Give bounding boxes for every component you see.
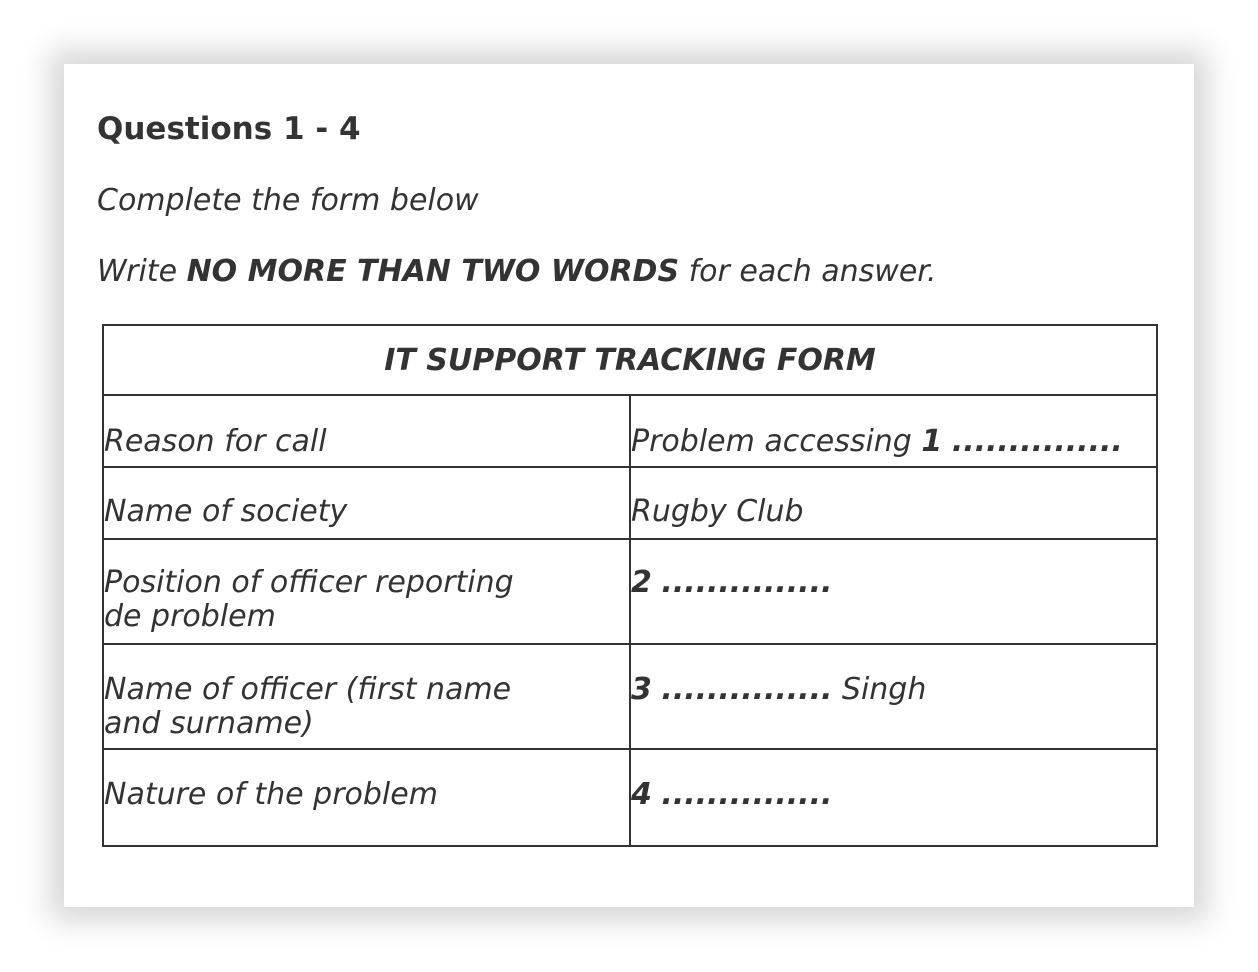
instruction-word-limit [97, 253, 936, 291]
answer-number: 3 [631, 672, 652, 707]
form-label [103, 395, 630, 467]
it-support-tracking-form [102, 324, 1158, 847]
form-label-line2: and surname) [104, 706, 314, 741]
form-title: IT SUPPORT TRACKING FORM [103, 325, 1157, 395]
answer-blank-2[interactable]: ............... [661, 565, 833, 600]
instruction-word-limit-emphasis: NO MORE THAN TWO WORDS [186, 254, 680, 289]
instruction-word-limit-before: Write [97, 254, 187, 289]
question-card [64, 64, 1194, 907]
questions-heading: Questions 1 - 4 [97, 111, 361, 147]
form-value [630, 395, 1157, 467]
form-row-position [103, 539, 1157, 644]
form-label-line1: Position of officer reporting [104, 565, 514, 600]
instruction-complete-form: Complete the form below [97, 183, 479, 218]
form-label [103, 467, 630, 539]
form-row-nature [103, 749, 1157, 846]
form-value [630, 749, 1157, 846]
answer-number: 1 [921, 424, 943, 459]
form-label-text: Nature of the problem [104, 777, 438, 812]
form-label [103, 749, 630, 846]
form-value [630, 644, 1157, 749]
form-label-text: Name of society [104, 494, 348, 529]
form-label [103, 539, 630, 644]
answer-number: 4 [631, 777, 652, 812]
instruction-word-limit-after: for each answer. [679, 254, 937, 289]
value-prefix: Rugby Club [631, 494, 804, 529]
form-label-line2: de problem [104, 599, 276, 634]
form-row-society [103, 467, 1157, 539]
answer-blank-3[interactable]: ............... [661, 672, 833, 707]
value-prefix: Problem accessing [631, 424, 922, 459]
form-label [103, 644, 630, 749]
form-value [630, 467, 1157, 539]
form-label-text: Reason for call [104, 424, 327, 459]
form-row-officer-name [103, 644, 1157, 749]
answer-blank-1[interactable]: ............... [951, 424, 1123, 459]
value-suffix: Singh [832, 672, 927, 707]
answer-blank-4[interactable]: ............... [661, 777, 833, 812]
form-label-line1: Name of officer (first name [104, 672, 512, 707]
form-row-reason [103, 395, 1157, 467]
form-value [630, 539, 1157, 644]
answer-number: 2 [631, 565, 652, 600]
